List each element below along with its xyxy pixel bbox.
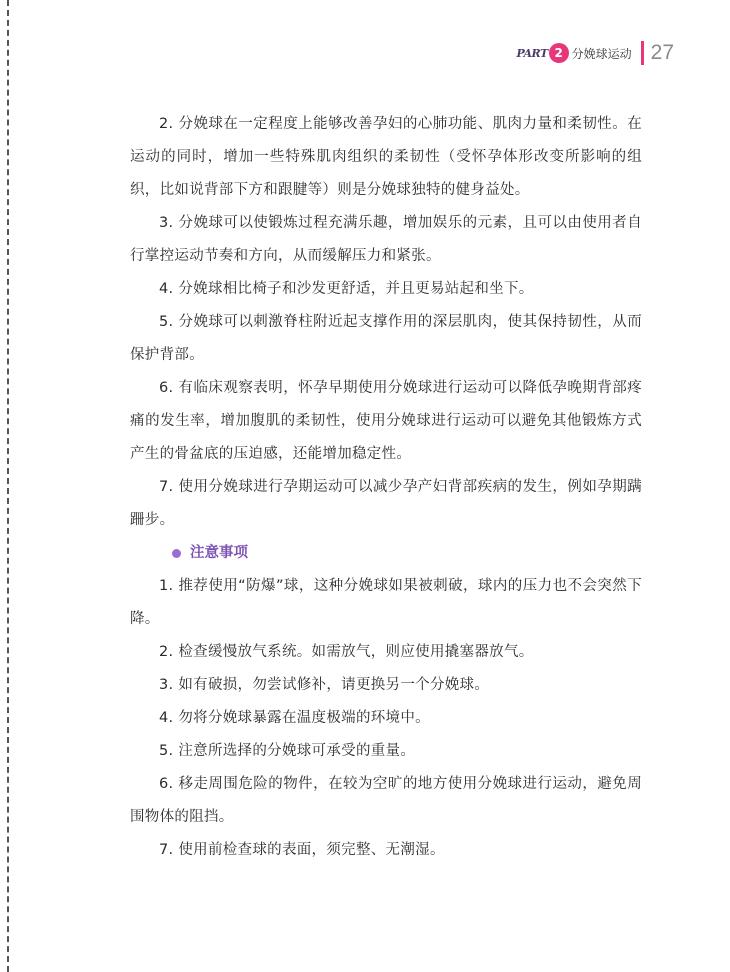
page-content xyxy=(130,108,642,867)
part-number-badge: 2 xyxy=(549,43,569,63)
benefit-paragraph: 2. 分娩球在一定程度上能够改善孕妇的心肺功能、肌肉力量和柔韧性。在运动的同时，增加一些特殊肌肉组织的柔韧性（受怀孕体形改变所影响的组织，比如说背部下方和跟腱等）则是分娩球独特的健身益处。 xyxy=(130,116,642,198)
precautions-heading-text: 注意事项 xyxy=(190,545,248,561)
page-number: 27 xyxy=(650,41,674,64)
precaution-paragraph: 4. 勿将分娩球暴露在温度极端的环境中。 xyxy=(159,710,430,726)
precaution-paragraph: 5. 注意所选择的分娩球可承受的重量。 xyxy=(159,743,416,759)
benefit-paragraph: 6. 有临床观察表明，怀孕早期使用分娩球进行运动可以降低孕晚期背部疼痛的发生率，增加腹肌的柔韧性，使用分娩球进行运动可以避免其他锻炼方式产生的骨盆底的压迫感，还能增加稳定性。 xyxy=(130,380,642,462)
header-divider xyxy=(641,41,644,65)
benefit-paragraph: 4. 分娩球相比椅子和沙发更舒适，并且更易站起和坐下。 xyxy=(159,281,534,297)
bullet-dot-icon xyxy=(172,549,181,558)
precaution-paragraph: 3. 如有破损，勿尝试修补，请更换另一个分娩球。 xyxy=(159,677,490,693)
precaution-paragraph: 7. 使用前检查球的表面，须完整、无潮湿。 xyxy=(159,842,445,858)
precaution-paragraph: 1. 推荐使用“防爆”球，这种分娩球如果被刺破，球内的压力也不会突然下降。 xyxy=(130,578,642,627)
binding-dashed-line xyxy=(7,0,9,972)
precautions-heading xyxy=(172,537,642,570)
benefit-paragraph: 3. 分娩球可以使锻炼过程充满乐趣，增加娱乐的元素，且可以由使用者自行掌控运动节奏和方向，从而缓解压力和紧张。 xyxy=(130,215,642,264)
benefit-paragraph: 5. 分娩球可以刺激脊柱附近起支撑作用的深层肌肉，使其保持韧性，从而保护背部。 xyxy=(130,314,642,363)
chapter-title: 分娩球运动 xyxy=(571,46,632,61)
precaution-paragraph: 6. 移走周围危险的物件，在较为空旷的地方使用分娩球进行运动，避免周围物体的阻挡。 xyxy=(130,776,642,825)
page-header xyxy=(516,40,674,66)
part-label: PART xyxy=(516,46,548,60)
benefit-paragraph: 7. 使用分娩球进行孕期运动可以减少孕产妇背部疾病的发生，例如孕期蹒跚步。 xyxy=(130,479,642,528)
precaution-paragraph: 2. 检查缓慢放气系统。如需放气，则应使用撬塞器放气。 xyxy=(159,644,534,660)
